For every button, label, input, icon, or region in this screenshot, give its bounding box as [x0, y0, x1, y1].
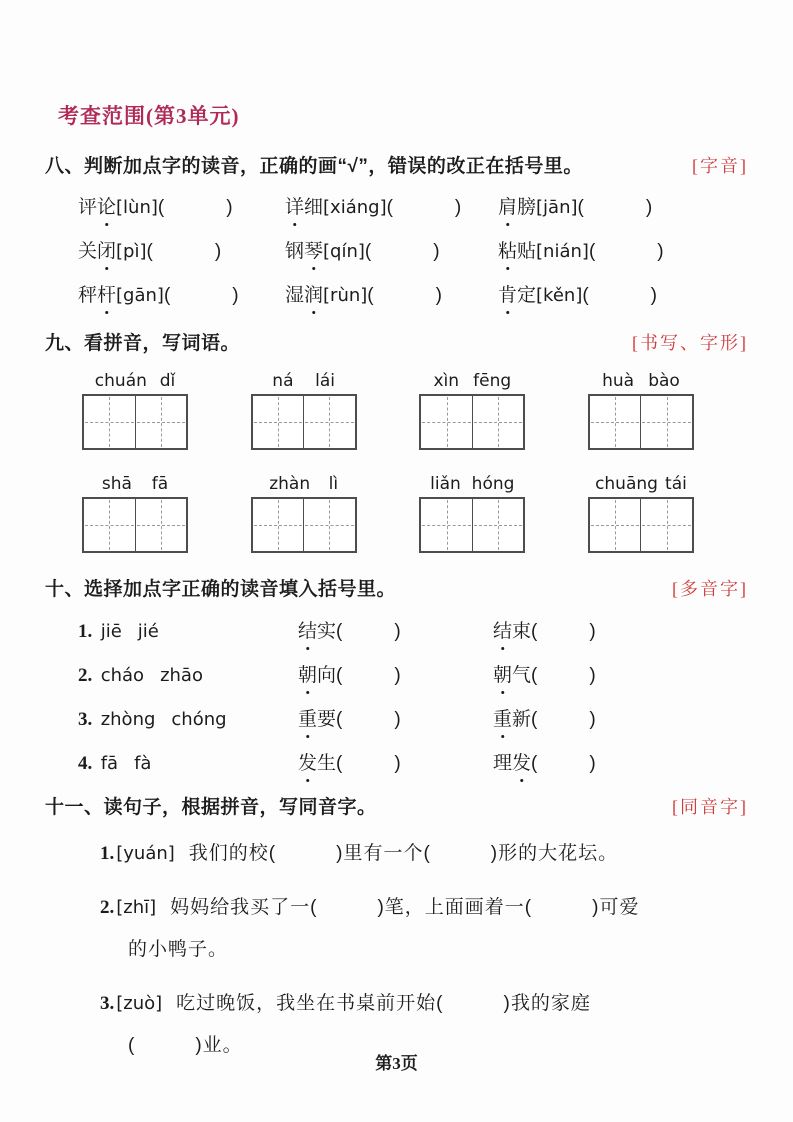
pinyin-bracket: [xiáng]: [323, 197, 387, 218]
writing-cell[interactable]: [421, 396, 472, 448]
writing-cell[interactable]: [590, 499, 641, 551]
dotted-character: 粘: [498, 236, 517, 263]
sentence-with-blanks[interactable]: 我们的校( )里有一个( )形的大花坛。: [188, 843, 619, 864]
pinyin-word-block: [419, 371, 525, 450]
answer-blank[interactable]: ( ): [336, 753, 401, 774]
section-11-header: [45, 792, 748, 819]
answer-blank[interactable]: ( ): [582, 285, 657, 306]
sentence-with-blanks[interactable]: 吃过晚饭，我坐在书桌前开始( )我的家庭: [176, 993, 591, 1014]
word-item: 粘贴[nián]( ): [498, 236, 748, 263]
pinyin-label: chuán dǐ: [94, 371, 176, 391]
dotted-character: 杆: [97, 280, 116, 307]
section-11-items: [100, 833, 748, 1067]
section-8-title: 八、判断加点字的读音，正确的画“√”，错误的改正在括号里。: [45, 156, 583, 177]
section-9-header: [45, 328, 748, 355]
pinyin-label: zhàn lì: [269, 474, 339, 494]
pinyin-label: shā fā: [101, 474, 169, 494]
writing-grid[interactable]: [419, 497, 525, 553]
word-item: 肯定[kěn]( ): [498, 280, 748, 307]
pinyin-bracket: [nián]: [536, 241, 589, 262]
pinyin-label: chuāng tái: [595, 474, 687, 494]
pinyin-bracket: [jān]: [536, 197, 578, 218]
pinyin-option-2: fà: [134, 753, 152, 774]
section-10-header: [45, 574, 748, 601]
section-10-items: [78, 616, 748, 775]
pinyin-bracket: [pì]: [116, 241, 147, 262]
pinyin-bracket: [qín]: [323, 241, 365, 262]
exam-scope-header: 考查范围(第3单元): [58, 104, 240, 128]
writing-grid[interactable]: [588, 497, 694, 553]
writing-cell[interactable]: [640, 396, 692, 448]
writing-cell[interactable]: [253, 396, 304, 448]
writing-cell[interactable]: [472, 499, 524, 551]
writing-cell[interactable]: [135, 396, 187, 448]
item-number: 1.: [78, 621, 93, 642]
answer-blank[interactable]: ( ): [146, 241, 222, 262]
section-8-tag: [字音]: [692, 156, 748, 176]
dotted-character: 重: [493, 704, 512, 731]
answer-blank[interactable]: ( ): [336, 709, 401, 730]
pinyin-label: liǎn hóng: [430, 474, 515, 494]
writing-grid[interactable]: [82, 394, 188, 450]
item-number: 3.: [100, 993, 115, 1014]
dotted-character: 详: [285, 192, 304, 219]
polyphone-item: [78, 704, 748, 731]
pinyin-word-block: [588, 371, 694, 450]
section-10-tag: [多音字]: [672, 579, 748, 599]
writing-cell[interactable]: [640, 499, 692, 551]
pinyin-bracket: [zhī]: [116, 897, 157, 918]
writing-grid[interactable]: [82, 497, 188, 553]
dotted-character: 肩: [498, 192, 517, 219]
word-item: 钢琴[qín]( ): [285, 236, 498, 263]
page-number: 第3页: [375, 1054, 418, 1073]
answer-blank[interactable]: ( ): [588, 241, 664, 262]
writing-cell[interactable]: [84, 396, 135, 448]
pinyin-word-block: [588, 474, 694, 553]
pinyin-bracket: [gān]: [116, 285, 164, 306]
item-number: 2.: [78, 665, 93, 686]
answer-blank[interactable]: ( ): [577, 197, 653, 218]
writing-grid[interactable]: [251, 394, 357, 450]
polyphone-item: [78, 616, 748, 643]
pinyin-bracket: [zuò]: [116, 993, 163, 1014]
dotted-character: 朝: [298, 660, 317, 687]
section-9-tag: [书写、字形]: [632, 333, 748, 353]
answer-blank[interactable]: ( ): [386, 197, 462, 218]
pinyin-label: ná lái: [272, 371, 336, 391]
writing-grid[interactable]: [419, 394, 525, 450]
pinyin-word-block: [251, 371, 357, 450]
word-with-blank: 重要( ): [298, 704, 493, 731]
pinyin-word-block: [251, 474, 357, 553]
item-number: 1.: [100, 843, 115, 864]
writing-cell[interactable]: [135, 499, 187, 551]
pinyin-word-block: [82, 474, 188, 553]
pinyin-word-block: [82, 371, 188, 450]
pinyin-label: huà bào: [602, 371, 680, 391]
answer-blank[interactable]: ( ): [364, 241, 440, 262]
dotted-character: 重: [298, 704, 317, 731]
sentence-continuation[interactable]: ( )业。: [128, 1035, 243, 1056]
dotted-character: 发: [298, 748, 317, 775]
word-with-blank: 理发( ): [493, 748, 748, 775]
word-item: 秤杆[gān]( ): [78, 280, 285, 307]
pinyin-option-2: jié: [137, 621, 159, 642]
writing-cell[interactable]: [84, 499, 135, 551]
homophone-item: [100, 833, 748, 875]
dotted-character: 发: [512, 748, 531, 775]
answer-blank[interactable]: ( ): [531, 753, 596, 774]
dotted-character: 论: [97, 192, 116, 219]
section-8-word-grid: [78, 192, 748, 307]
word-item: 肩膀[jān]( ): [498, 192, 748, 219]
item-number: 3.: [78, 709, 93, 730]
pinyin-bracket: [lùn]: [116, 197, 158, 218]
writing-cell[interactable]: [590, 396, 641, 448]
word-with-blank: 结束( ): [493, 616, 748, 643]
word-with-blank: 朝向( ): [298, 660, 493, 687]
dotted-character: 朝: [493, 660, 512, 687]
word-with-blank: 重新( ): [493, 704, 748, 731]
answer-blank[interactable]: ( ): [336, 665, 401, 686]
answer-blank[interactable]: ( ): [531, 665, 596, 686]
answer-blank[interactable]: ( ): [336, 621, 401, 642]
writing-cell[interactable]: [303, 396, 355, 448]
word-with-blank: 发生( ): [298, 748, 493, 775]
dotted-character: 闭: [97, 236, 116, 263]
word-item: 评论[lùn]( ): [78, 192, 285, 219]
answer-blank[interactable]: ( ): [157, 197, 233, 218]
pinyin-bracket: [yuán]: [116, 843, 175, 864]
writing-cell[interactable]: [303, 499, 355, 551]
dotted-character: 肯: [498, 280, 517, 307]
pinyin-label: xìn fēng: [433, 371, 512, 391]
dotted-character: 结: [298, 616, 317, 643]
pinyin-option-1: fā: [100, 753, 119, 774]
pinyin-option-1: cháo: [100, 665, 145, 686]
pinyin-bracket: [kěn]: [536, 285, 583, 306]
answer-blank[interactable]: ( ): [367, 285, 442, 306]
section-11-title: 十一、读句子，根据拼音，写同音字。: [45, 797, 377, 818]
word-with-blank: 朝气( ): [493, 660, 748, 687]
section-10-title: 十、选择加点字正确的读音填入括号里。: [45, 579, 397, 600]
sentence-with-blanks[interactable]: 妈妈给我买了一( )笔，上面画着一( )可爱: [170, 897, 640, 918]
dotted-character: 琴: [304, 236, 323, 263]
writing-cell[interactable]: [472, 396, 524, 448]
item-number: 2.: [100, 897, 115, 918]
word-item: 详细[xiáng]( ): [285, 192, 498, 219]
pinyin-option-1: jiē: [100, 621, 122, 642]
word-with-blank: 结实( ): [298, 616, 493, 643]
polyphone-item: [78, 748, 748, 775]
pinyin-option-2: zhāo: [160, 665, 203, 686]
writing-cell[interactable]: [253, 499, 304, 551]
section-9-title: 九、看拼音，写词语。: [45, 333, 241, 354]
writing-grid[interactable]: [251, 497, 357, 553]
writing-grid[interactable]: [588, 394, 694, 450]
answer-blank[interactable]: ( ): [531, 709, 596, 730]
writing-grid-row-2: [82, 474, 694, 553]
answer-blank[interactable]: ( ): [163, 285, 239, 306]
sentence-continuation: 的小鸭子。: [128, 939, 229, 960]
pinyin-option-2: chóng: [171, 709, 227, 730]
homophone-item: [100, 887, 748, 971]
section-8-header: [45, 151, 748, 178]
dotted-character: 结: [493, 616, 512, 643]
answer-blank[interactable]: ( ): [531, 621, 596, 642]
section-11-tag: [同音字]: [672, 797, 748, 817]
writing-grid-row-1: [82, 371, 694, 450]
item-number: 4.: [78, 753, 93, 774]
writing-cell[interactable]: [421, 499, 472, 551]
polyphone-item: [78, 660, 748, 687]
word-item: 湿润[rùn]( ): [285, 280, 498, 307]
pinyin-bracket: [rùn]: [323, 285, 368, 306]
word-item: 关闭[pì]( ): [78, 236, 285, 263]
pinyin-word-block: [419, 474, 525, 553]
dotted-character: 润: [304, 280, 323, 307]
pinyin-option-1: zhòng: [100, 709, 156, 730]
